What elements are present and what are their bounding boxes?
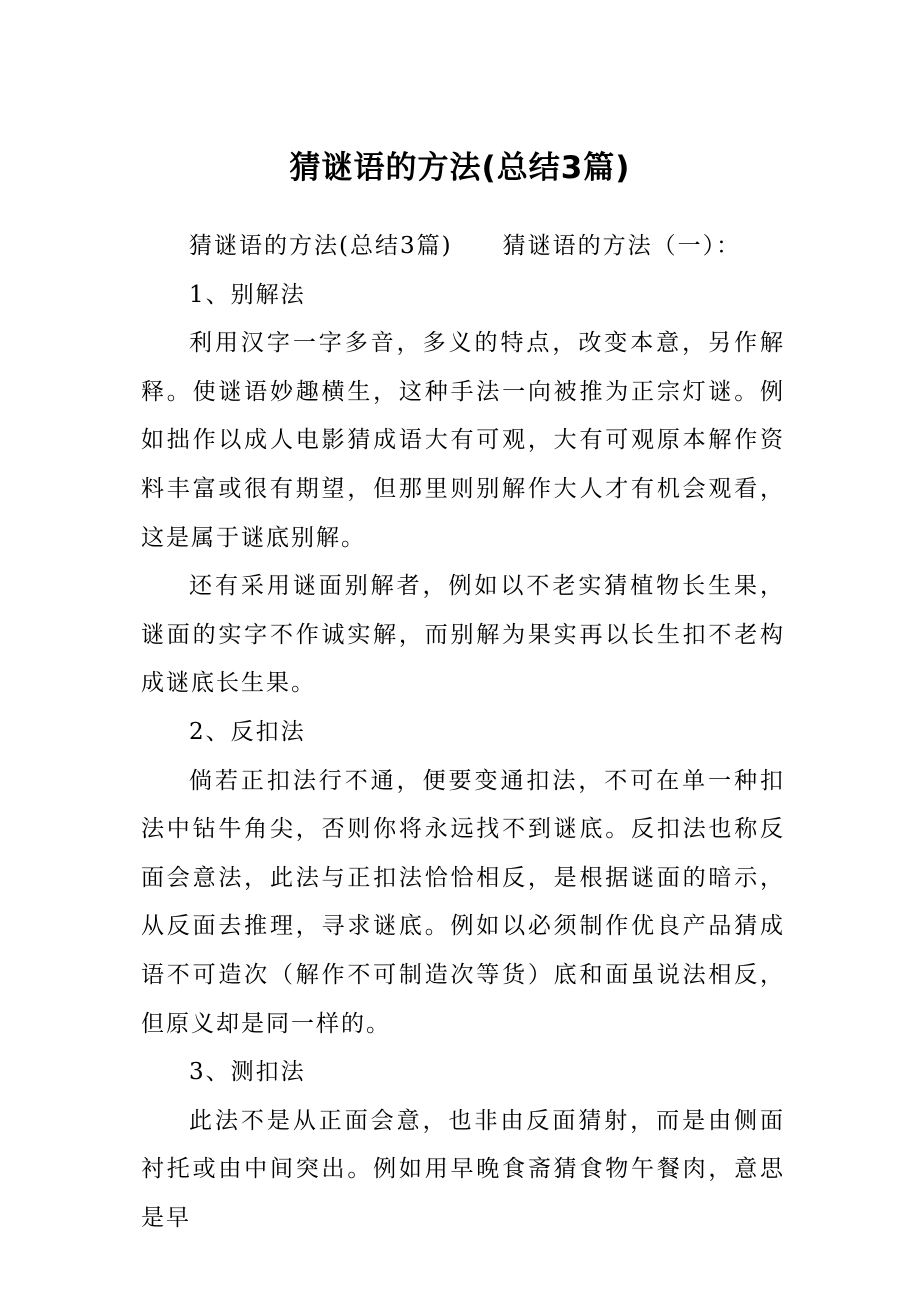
paragraph-ce-kou-fa: 此法不是从正面会意，也非由反面猜射，而是由侧面衬托或由中间突出。例如用早晚食斋猜食物午餐肉，意思是早 xyxy=(141,1107,785,1231)
document-title: 猜谜语的方法(总结3篇) xyxy=(289,150,631,186)
paragraph-bie-jie-fa-1: 利用汉字一字多音，多义的特点，改变本意，另作解释。使谜语妙趣横生，这种手法一向被推为正宗灯谜。例如拙作以成人电影猜成语大有可观，大有可观原本解作资料丰富或很有期望，但那里则别解作大人才有机会观看，这是属于谜底别解。 xyxy=(141,330,785,551)
paragraph-fan-kou-fa: 倘若正扣法行不通，便要变通扣法，不可在单一种扣法中钻牛角尖，否则你将永远找不到谜底。反扣法也称反面会意法，此法与正扣法恰恰相反，是根据谜面的暗示，从反面去推理，寻求谜底。例如以必须制作优良产品猜成语不可造次（解作不可制造次等货）底和面虽说法相反，但原义却是同一样的。 xyxy=(141,767,785,1037)
document-body xyxy=(141,222,785,1242)
heading-fan-kou-fa: 2、反扣法 xyxy=(189,718,306,745)
heading-ce-kou-fa: 3、测扣法 xyxy=(189,1059,306,1086)
intro-title: 猜谜语的方法(总结3篇) xyxy=(189,233,453,259)
intro-subtitle: 猜谜语的方法（一）： xyxy=(502,233,742,259)
intro-line xyxy=(141,222,785,271)
paragraph-bie-jie-fa-2: 还有采用谜面别解者，例如以不老实猜植物长生果，谜面的实字不作诚实解，而别解为果实再以长生扣不老构成谜底长生果。 xyxy=(141,573,785,697)
heading-bie-jie-fa: 1、别解法 xyxy=(189,281,306,308)
